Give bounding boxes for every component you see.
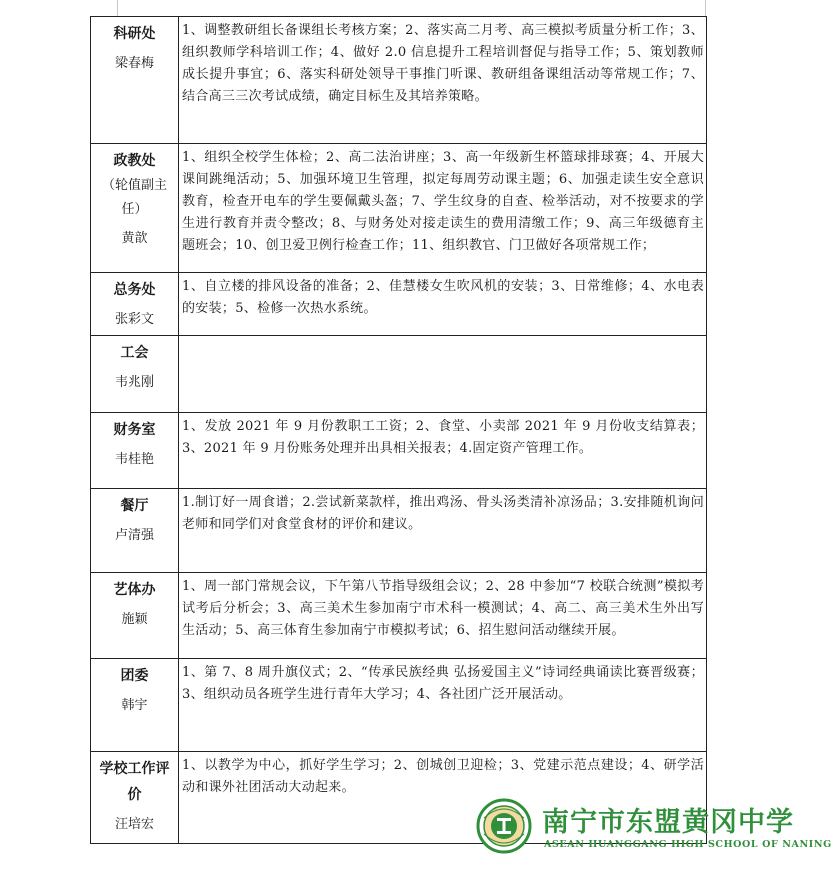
dept-cell <box>91 489 179 573</box>
dept-cell <box>91 752 179 844</box>
table-row <box>91 336 707 413</box>
dept-cell <box>91 144 179 273</box>
dept-person: 黄歆 <box>121 231 148 246</box>
margin-mark-right <box>705 0 706 16</box>
dept-cell <box>91 336 179 413</box>
dept-subtitle: （轮值副主任） <box>101 178 167 217</box>
table-row <box>91 659 707 752</box>
dept-name: 学校工作评价 <box>99 761 170 803</box>
work-content: 1、第 7、8 周升旗仪式；2、“传承民族经典 弘扬爱国主义”诗词经典诵读比赛晋级赛；3、组织动员各班学生进行青年大学习；4、各社团广泛开展活动。 <box>179 659 707 752</box>
dept-name: 科研处 <box>113 26 156 42</box>
dept-cell <box>91 573 179 659</box>
school-name-cn: 南宁市东盟黄冈中学 <box>542 807 794 838</box>
table-row <box>91 273 707 336</box>
dept-cell <box>91 17 179 144</box>
work-content: 1、发放 2021 年 9 月份教职工工资；2、食堂、小卖部 2021 年 9 月份收支结算表；3、2021 年 9 月份账务处理并出具相关报表；4.固定资产管理工作。 <box>179 413 707 489</box>
dept-person: 梁春梅 <box>114 56 154 71</box>
work-content: 1、周一部门常规会议，下午第八节指导级组会议；2、28 中参加“7 校联合统测”模拟考试考后分析会；3、高三美术生参加南宁市术科一模测试；4、高二、高三美术生外出写生活动；5、高三体育生参加南宁市模拟考试；6、招生慰问活动继续开展。 <box>179 573 707 659</box>
work-content: 1、组织全校学生体检；2、高二法治讲座；3、高一年级新生杯篮球排球赛；4、开展大课间跳绳活动；5、加强环境卫生管理，拟定每周劳动课主题；6、加强走读生安全意识教育，检查开电车的学生要佩戴头盔；7、学生纹身的自查、检举活动，对不按要求的学生进行教育并责令整改；8、与财务处对接走读生的费用清缴工作；9、高三年级德育主题班会；10、创卫爱卫例行检查工作；11、组织教官、门卫做好各项常规工作； <box>179 144 707 273</box>
table-row <box>91 573 707 659</box>
dept-name: 工会 <box>120 345 149 361</box>
dept-name: 财务室 <box>113 422 156 438</box>
dept-name: 艺体办 <box>113 582 156 598</box>
table-row <box>91 144 707 273</box>
weekly-work-table <box>90 16 707 844</box>
dept-person: 张彩文 <box>114 312 154 327</box>
dept-person: 卢清强 <box>114 528 154 543</box>
dept-name: 餐厅 <box>120 498 149 514</box>
school-name-en: ASEAN HUANGGANG HIGH SCHOOL OF NANING <box>544 839 832 850</box>
dept-name: 政教处 <box>113 153 156 169</box>
dept-cell <box>91 273 179 336</box>
work-content: 1、调整教研组长备课组长考核方案；2、落实高二月考、高三模拟考质量分析工作；3、组织教师学科培训工作；4、做好 2.0 信息提升工程培训督促与指导工作；5、策划教师成长提升事宜；6、落实科研处领导干事推门听课、教研组备课组活动等常规工作；7、结合高三三次考试成绩，确定目标生及其培养策略。 <box>179 17 707 144</box>
work-content: 1.制订好一周食谱；2.尝试新菜款样，推出鸡汤、骨头汤类清补凉汤品；3.安排随机询问老师和同学们对食堂食材的评价和建议。 <box>179 489 707 573</box>
dept-name: 总务处 <box>113 282 156 298</box>
work-content <box>179 336 707 413</box>
table-row <box>91 17 707 144</box>
margin-mark-left <box>117 0 118 16</box>
dept-person: 韦兆刚 <box>114 375 154 390</box>
school-seal-icon <box>476 798 532 854</box>
dept-cell <box>91 413 179 489</box>
dept-person: 施颖 <box>121 612 148 627</box>
dept-name: 团委 <box>120 668 149 684</box>
dept-person: 韩宇 <box>121 698 148 713</box>
school-logo <box>476 794 832 858</box>
dept-cell <box>91 659 179 752</box>
table-row <box>91 489 707 573</box>
work-content: 1、自立楼的排风设备的准备；2、佳慧楼女生吹风机的安装；3、日常维修；4、水电表的安装；5、检修一次热水系统。 <box>179 273 707 336</box>
work-content: 1、以教学为中心，抓好学生学习；2、创城创卫迎检；3、党建示范点建设；4、研学活动和课外社团活动大动起来。 <box>179 752 707 844</box>
dept-person: 韦桂艳 <box>114 452 154 467</box>
dept-person: 汪培宏 <box>114 817 154 832</box>
table-row <box>91 413 707 489</box>
